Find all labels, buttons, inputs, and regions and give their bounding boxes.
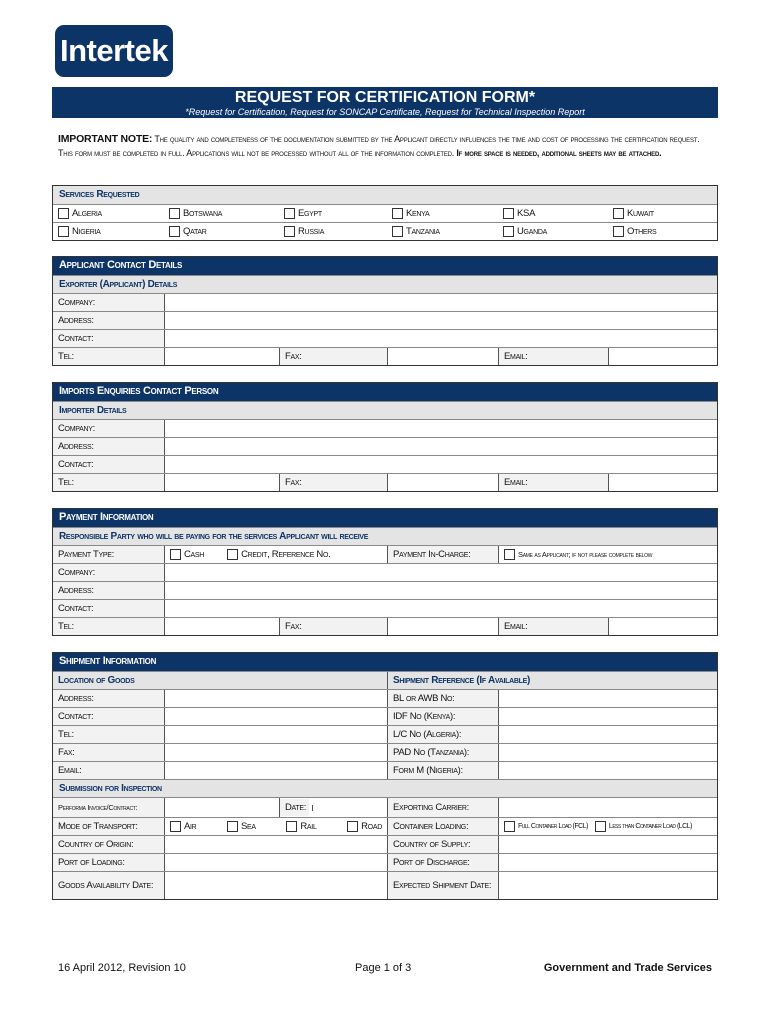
payment-section [52, 508, 718, 636]
credit-label: Credit, Reference No. [241, 549, 331, 560]
applicant-contact-field[interactable] [164, 330, 716, 347]
service-option [608, 205, 716, 222]
applicant-email-field[interactable] [608, 348, 716, 365]
applicant-company-field[interactable] [164, 294, 716, 311]
payment-header: Payment Information [53, 509, 717, 527]
payment-type-label: Payment Type: [53, 546, 164, 563]
fax-label: Fax: [279, 348, 387, 365]
shipment-header: Shipment Information [53, 653, 717, 671]
reference-label: L/C No (Algeria): [387, 726, 498, 743]
services-row [53, 204, 717, 222]
importer-contact-field[interactable] [164, 456, 716, 473]
email-label: Email: [498, 618, 608, 635]
service-label: Qatar [183, 226, 207, 237]
payment-incharge-option [498, 546, 716, 563]
service-label: Egypt [298, 208, 322, 219]
origin-field[interactable] [164, 836, 387, 853]
service-checkbox[interactable] [503, 226, 514, 237]
importer-fax-field[interactable] [387, 474, 498, 491]
contact-label: Contact: [53, 456, 164, 473]
email-label: Email: [498, 474, 608, 491]
service-label: Uganda [517, 226, 547, 237]
reference-label: BL or AWB No: [387, 690, 498, 707]
table-row [53, 329, 717, 347]
container-options [498, 818, 716, 835]
sea-checkbox[interactable] [227, 821, 238, 832]
service-checkbox[interactable] [284, 208, 295, 219]
fcl-label: Full Container Load (FCL) [518, 823, 588, 830]
carrier-label: Exporting Carrier: [387, 798, 498, 817]
table-row [53, 817, 717, 835]
rail-label: Rail [300, 821, 317, 832]
lcl-checkbox[interactable] [595, 821, 606, 832]
date-cell [279, 798, 387, 817]
mode-options [164, 818, 387, 835]
importer-subheader: Importer Details [53, 401, 717, 419]
exporter-subheader: Exporter (Applicant) Details [53, 275, 717, 293]
reference-field[interactable] [498, 762, 716, 779]
location-field[interactable] [164, 726, 387, 743]
tel-label: Tel: [53, 618, 164, 635]
location-label: Tel: [53, 726, 164, 743]
service-label: Algeria [72, 208, 102, 219]
table-row [53, 563, 717, 581]
importer-tel-field[interactable] [164, 474, 279, 491]
table-row [53, 853, 717, 871]
service-checkbox[interactable] [392, 208, 403, 219]
date-label: Date: [280, 799, 309, 816]
cash-label: Cash [184, 549, 205, 560]
reference-field[interactable] [498, 690, 716, 707]
payment-email-field[interactable] [608, 618, 716, 635]
table-row [53, 437, 717, 455]
service-label: KSA [517, 208, 536, 219]
rail-checkbox[interactable] [286, 821, 297, 832]
contact-label: Contact: [53, 330, 164, 347]
payment-subheader: Responsible Party who will be paying for the services Applicant will receive [53, 527, 717, 545]
reference-field[interactable] [498, 744, 716, 761]
applicant-section [52, 256, 718, 366]
sea-label: Sea [241, 821, 256, 832]
table-row [53, 455, 717, 473]
table-row [53, 473, 717, 491]
payment-incharge-label: Payment In-Charge: [387, 546, 498, 563]
service-option [608, 223, 716, 240]
fax-label: Fax: [279, 618, 387, 635]
service-option [164, 205, 279, 222]
company-label: Company: [53, 564, 164, 581]
service-label: Nigeria [72, 226, 101, 237]
company-label: Company: [53, 420, 164, 437]
carrier-field[interactable] [498, 798, 716, 817]
note-body: The quality and completeness of the documentation submitted by the Applicant directly influences the time and cost of processing the certification request. This form must be completed in full. Applications will not be processed without all of the information completed. [58, 134, 700, 158]
applicant-tel-field[interactable] [164, 348, 279, 365]
port-discharge-label: Port of Discharge: [387, 854, 498, 871]
service-checkbox[interactable] [503, 208, 514, 219]
service-label: Kuwait [627, 208, 654, 219]
cash-checkbox[interactable] [170, 549, 181, 560]
service-checkbox[interactable] [613, 226, 624, 237]
performa-label: Performa Invoice/Contract: [53, 798, 164, 817]
address-label: Address: [53, 582, 164, 599]
table-row [53, 689, 717, 707]
goods-date-field[interactable] [164, 872, 387, 899]
mode-label: Mode of Transport: [53, 818, 164, 835]
table-row [53, 725, 717, 743]
payment-fax-field[interactable] [387, 618, 498, 635]
service-checkbox[interactable] [58, 226, 69, 237]
container-label: Container Loading: [387, 818, 498, 835]
service-checkbox[interactable] [392, 226, 403, 237]
service-label: Tanzania [406, 226, 440, 237]
footer-division: Government and Trade Services [543, 962, 712, 974]
fax-label: Fax: [279, 474, 387, 491]
applicant-fax-field[interactable] [387, 348, 498, 365]
reference-field[interactable] [498, 726, 716, 743]
table-row [53, 707, 717, 725]
origin-label: Country of Origin: [53, 836, 164, 853]
reference-label: Form M (Nigeria): [387, 762, 498, 779]
footer-revision: 16 April 2012, Revision 10 [58, 962, 186, 974]
services-row [53, 222, 717, 240]
lcl-label: Less than Container Load (LCL) [608, 823, 692, 830]
shipment-subheaders [53, 671, 717, 689]
supply-field[interactable] [498, 836, 716, 853]
supply-label: Country of Supply: [387, 836, 498, 853]
expected-date-field[interactable] [498, 872, 716, 899]
address-label: Address: [53, 438, 164, 455]
service-option [387, 223, 498, 240]
tel-label: Tel: [53, 348, 164, 365]
applicant-address-field[interactable] [164, 312, 716, 329]
location-label: Contact: [53, 708, 164, 725]
location-label: Fax: [53, 744, 164, 761]
date-field[interactable] [312, 805, 387, 811]
reference-label: PAD No (Tanzania): [387, 744, 498, 761]
shipment-reference-header: Shipment Reference (If Available) [387, 672, 716, 689]
table-row [53, 581, 717, 599]
same-as-applicant-checkbox[interactable] [504, 549, 515, 560]
table-row [53, 293, 717, 311]
same-as-applicant-label: Same as Applicant; if not please complete below [518, 550, 653, 559]
goods-date-label: Goods Availability Date: [53, 872, 164, 899]
location-label: Email: [53, 762, 164, 779]
port-loading-label: Port of Loading: [53, 854, 164, 871]
service-checkbox[interactable] [613, 208, 624, 219]
table-row [53, 617, 717, 635]
service-option [279, 205, 387, 222]
location-of-goods-header: Location of Goods [58, 675, 135, 686]
service-label: Botswana [183, 208, 223, 219]
reference-field[interactable] [498, 708, 716, 725]
tel-label: Tel: [53, 474, 164, 491]
service-option [498, 223, 608, 240]
service-option [164, 223, 279, 240]
payment-company-field[interactable] [164, 564, 716, 581]
service-option [498, 205, 608, 222]
table-row [53, 871, 717, 899]
reference-label: IDF No (Kenya): [387, 708, 498, 725]
form-title: REQUEST FOR CERTIFICATION FORM* [234, 89, 536, 106]
note-lead: IMPORTANT NOTE: [58, 133, 153, 145]
submission-subheader: Submission for Inspection [53, 779, 717, 797]
air-checkbox[interactable] [170, 821, 181, 832]
location-field[interactable] [164, 744, 387, 761]
form-title-banner [52, 87, 718, 118]
credit-checkbox[interactable] [227, 549, 238, 560]
service-label: Others [627, 226, 657, 237]
services-section [52, 185, 718, 241]
table-row [53, 743, 717, 761]
location-field[interactable] [164, 708, 387, 725]
email-label: Email: [498, 348, 608, 365]
important-note [58, 133, 713, 160]
location-field[interactable] [164, 690, 387, 707]
service-label: Kenya [406, 208, 430, 219]
port-discharge-field[interactable] [498, 854, 716, 871]
intertek-logo: Intertek [55, 25, 173, 77]
service-checkbox[interactable] [58, 208, 69, 219]
applicant-header: Applicant Contact Details [53, 257, 717, 275]
table-row [53, 347, 717, 365]
air-label: Air [184, 821, 197, 832]
service-checkbox[interactable] [169, 226, 180, 237]
road-label: Road [361, 821, 382, 832]
table-row [53, 419, 717, 437]
fcl-checkbox[interactable] [504, 821, 515, 832]
address-label: Address: [53, 312, 164, 329]
table-row [53, 599, 717, 617]
shipment-section [52, 652, 718, 900]
road-checkbox[interactable] [347, 821, 358, 832]
location-field[interactable] [164, 762, 387, 779]
port-loading-field[interactable] [164, 854, 387, 871]
payment-address-field[interactable] [164, 582, 716, 599]
expected-date-label: Expected Shipment Date: [387, 872, 498, 899]
footer-page: Page 1 of 3 [355, 962, 412, 974]
table-row [53, 761, 717, 779]
importer-header: Imports Enquiries Contact Person [53, 383, 717, 401]
importer-section [52, 382, 718, 492]
location-label: Address: [53, 690, 164, 707]
service-checkbox[interactable] [169, 208, 180, 219]
contact-label: Contact: [53, 600, 164, 617]
table-row [53, 835, 717, 853]
services-header: Services Requested [53, 186, 717, 204]
payment-tel-field[interactable] [164, 618, 279, 635]
payment-type-options [164, 546, 387, 563]
company-label: Company: [53, 294, 164, 311]
table-row [53, 545, 717, 563]
service-option [387, 205, 498, 222]
service-option [279, 223, 387, 240]
note-bold: If more space is needed, additional sheets may be attached. [456, 147, 662, 158]
table-row [53, 797, 717, 817]
payment-contact-field[interactable] [164, 600, 716, 617]
service-option [53, 223, 164, 240]
service-checkbox[interactable] [284, 226, 295, 237]
performa-field[interactable] [164, 798, 279, 817]
table-row [53, 311, 717, 329]
form-subtitle: *Request for Certification, Request for SONCAP Certificate, Request for Technical Inspection Report [185, 107, 585, 117]
importer-email-field[interactable] [608, 474, 716, 491]
importer-company-field[interactable] [164, 420, 716, 437]
importer-address-field[interactable] [164, 438, 716, 455]
service-option [53, 205, 164, 222]
service-label: Russia [298, 226, 325, 237]
